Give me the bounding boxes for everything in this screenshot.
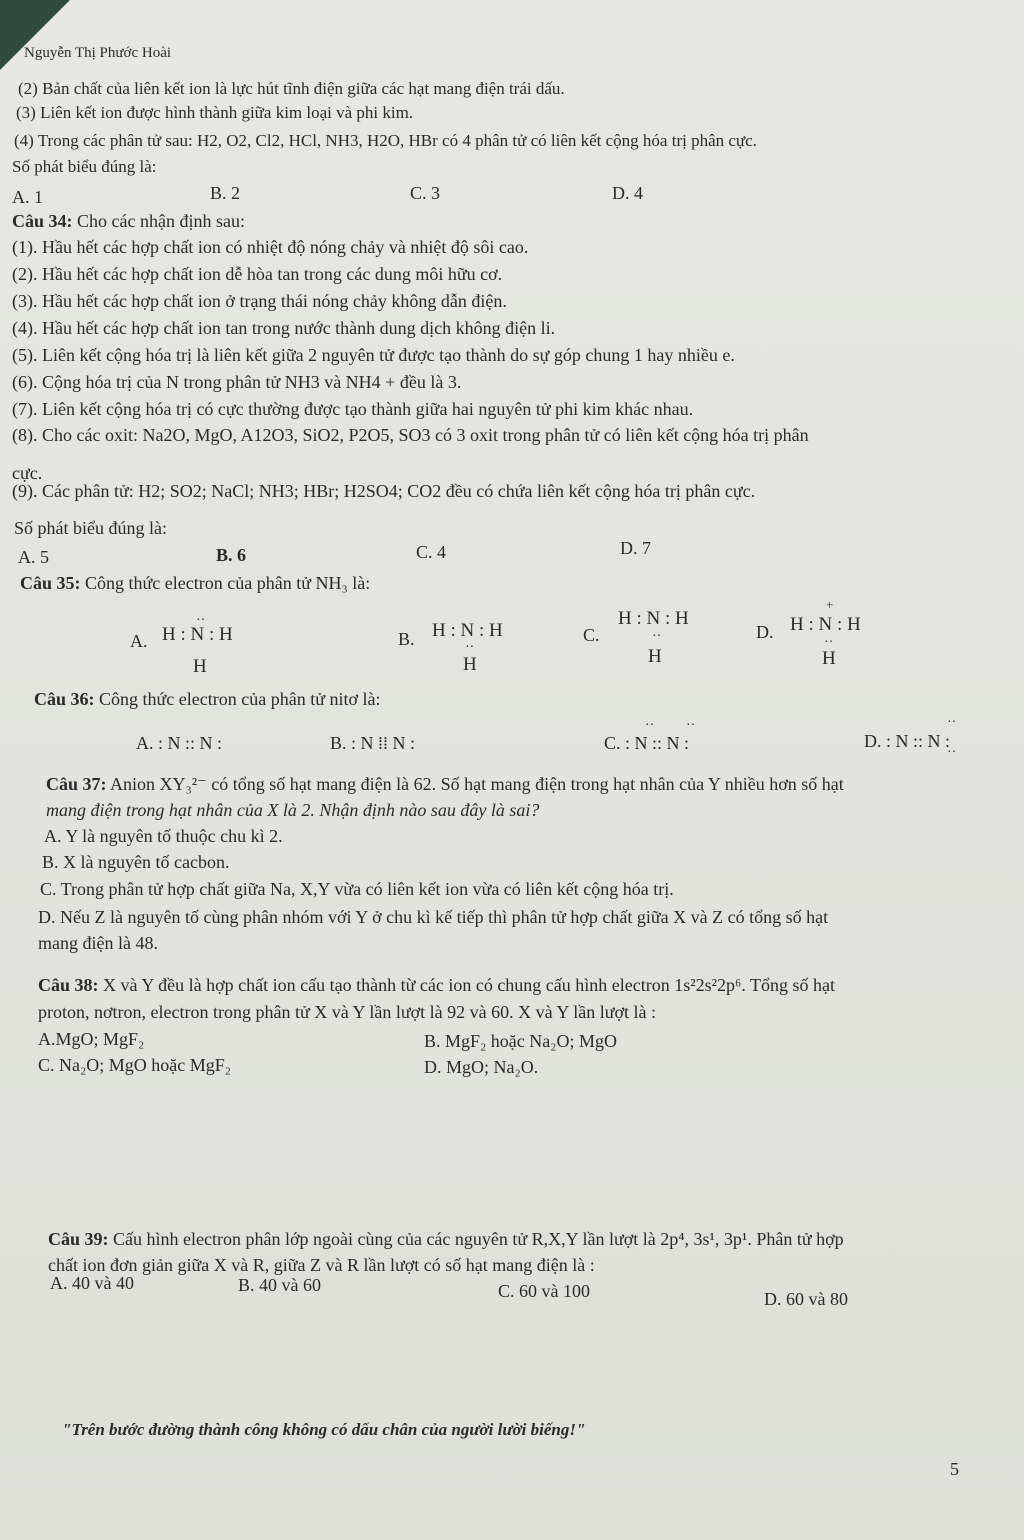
q34-option-c: C. 4 bbox=[416, 542, 447, 562]
q34-statement-7: (7). Liên kết cộng hóa trị có cực thường được tạo thành giữa hai nguyên tử phi kim khác nhau. bbox=[12, 399, 694, 419]
q35-option-d-charge: + bbox=[826, 597, 834, 612]
q36-heading bbox=[34, 688, 380, 710]
q33-statement-4: (4) Trong các phân tử sau: H2, O2, Cl2, HCl, NH3, H2O, HBr có 4 phân tử có liên kết cộng hóa trị phân cực. bbox=[14, 131, 757, 150]
q36-option-d-dots-bottom: ·· bbox=[947, 745, 957, 760]
q36-title: Câu 36: bbox=[34, 689, 95, 709]
q34-statement-4: (4). Hầu hết các hợp chất ion tan trong nước thành dung dịch không điện li. bbox=[12, 318, 556, 338]
q35-option-a-letter: A. bbox=[130, 631, 148, 651]
q37-option-b: B. X là nguyên tố cacbon. bbox=[42, 852, 230, 872]
q36-option-d-dots-top: ·· bbox=[947, 715, 957, 730]
q38-line-2: proton, nơtron, electron trong phân tử X và Y lần lượt là 92 và 60. X và Y lần lượt là : bbox=[38, 1002, 657, 1022]
q39-line-2: chất ion đơn giản giữa X và R, giữa Z và R lần lượt có số hạt mang điện là : bbox=[48, 1255, 595, 1275]
q34-statement-8: (8). Cho các oxit: Na2O, MgO, A12O3, SiO2, P2O5, SO3 có 3 oxit trong phân tử có liên kết cộng hóa trị phân bbox=[12, 425, 809, 445]
q35-option-c-letter: C. bbox=[583, 625, 600, 645]
q35-option-c-dots: ·· bbox=[652, 629, 662, 644]
q35-option-b-formula: H : N : H bbox=[432, 620, 503, 641]
q34-statement-1: (1). Hầu hết các hợp chất ion có nhiệt độ nóng chảy và nhiệt độ sôi cao. bbox=[12, 237, 529, 257]
q33-option-c: C. 3 bbox=[410, 183, 441, 203]
q35-option-a-bottom-h: H bbox=[193, 656, 207, 677]
q34-statement-5: (5). Liên kết cộng hóa trị là liên kết giữa 2 nguyên tử được tạo thành do sự góp chung 1 hay nhiều e. bbox=[12, 345, 735, 365]
q36-option-b: B. : N ⁞⁞ N : bbox=[330, 733, 416, 753]
q34-option-b: B. 6 bbox=[216, 545, 247, 565]
q34-intro: Cho các nhận định sau: bbox=[77, 211, 245, 231]
q37-title: Câu 37: bbox=[46, 774, 107, 794]
q35-option-b-letter: B. bbox=[398, 629, 415, 649]
q37-line-1 bbox=[46, 773, 844, 795]
q35-option-a-dots: ·· bbox=[196, 613, 206, 628]
q38-option-b: B. MgF₂ hoặc Na₂O; MgO bbox=[424, 1031, 618, 1051]
q35-heading bbox=[20, 572, 370, 594]
q35-option-a-formula: H : N : H bbox=[162, 624, 233, 645]
q35-option-d-letter: D. bbox=[756, 622, 774, 642]
q34-heading bbox=[12, 210, 245, 232]
q36-option-c: C. : N :: N : bbox=[604, 733, 690, 753]
q34-option-a: A. 5 bbox=[18, 547, 49, 567]
q39-option-a: A. 40 và 40 bbox=[50, 1273, 134, 1293]
q38-title: Câu 38: bbox=[38, 975, 99, 995]
q37-option-c: C. Trong phân tử hợp chất giữa Na, X,Y vừa có liên kết ion vừa có liên kết cộng hóa trị. bbox=[40, 879, 674, 899]
q37-option-d-cont: mang điện là 48. bbox=[38, 933, 158, 953]
q34-statement-2: (2). Hầu hết các hợp chất ion dễ hòa tan trong các dung môi hữu cơ. bbox=[12, 264, 503, 284]
footer-quote: "Trên bước đường thành công không có dấu chân của người lười biếng!" bbox=[62, 1420, 586, 1439]
q38-option-d: D. MgO; Na₂O. bbox=[424, 1057, 539, 1077]
q39-option-c: C. 60 và 100 bbox=[498, 1281, 590, 1301]
q33-statement-2: (2) Bản chất của liên kết ion là lực hút tĩnh điện giữa các hạt mang điện trái dấu. bbox=[18, 79, 565, 98]
q37-line-2: mang điện trong hạt nhân của X là 2. Nhận định nào sau đây là sai? bbox=[46, 800, 540, 820]
q35-text: Công thức electron của phân tử NH₃ là: bbox=[85, 573, 371, 593]
q38-option-a: A.MgO; MgF₂ bbox=[38, 1029, 145, 1049]
q38-line-1 bbox=[38, 974, 835, 996]
q35-option-b-bottom-h: H bbox=[463, 654, 477, 675]
q34-option-d: D. 7 bbox=[620, 538, 651, 558]
q36-option-d: D. : N :: N : bbox=[864, 731, 951, 751]
q35-option-d-dots: ·· bbox=[824, 635, 834, 650]
q34-prompt: Số phát biểu đúng là: bbox=[14, 518, 167, 538]
q35-option-d-bottom-h: H bbox=[822, 648, 836, 669]
q37-option-a: A. Y là nguyên tố thuộc chu kì 2. bbox=[44, 826, 283, 846]
q35-option-d-formula: H : N : H bbox=[790, 614, 861, 635]
q34-statement-9: (9). Các phân tử: H2; SO2; NaCl; NH3; HBr; H2SO4; CO2 đều có chứa liên kết cộng hóa trị phân cực. bbox=[12, 481, 756, 501]
q39-title: Câu 39: bbox=[48, 1229, 109, 1249]
q39-option-d: D. 60 và 80 bbox=[764, 1289, 848, 1309]
q37-text: Anion XY₃²⁻ có tổng số hạt mang điện là 62. Số hạt mang điện trong hạt nhân của Y nhiều hơn số hạt bbox=[110, 774, 844, 794]
q33-statement-3: (3) Liên kết ion được hình thành giữa kim loại và phi kim. bbox=[16, 103, 414, 122]
q38-text: X và Y đều là hợp chất ion cấu tạo thành từ các ion có chung cấu hình electron 1s²2s²2p⁶. Tổng số hạt bbox=[103, 975, 835, 995]
q34-title: Câu 34: bbox=[12, 211, 73, 231]
q36-text: Công thức electron của phân tử nitơ là: bbox=[99, 689, 381, 709]
q39-text: Cấu hình electron phân lớp ngoài cùng của các nguyên tử R,X,Y lần lượt là 2p⁴, 3s¹, 3p¹. Phân tử hợp bbox=[113, 1229, 844, 1249]
page-number: 5 bbox=[950, 1459, 959, 1479]
q38-option-c: C. Na₂O; MgO hoặc MgF₂ bbox=[38, 1055, 232, 1075]
q39-option-b: B. 40 và 60 bbox=[238, 1275, 321, 1295]
author-name: Nguyễn Thị Phước Hoài bbox=[24, 45, 172, 61]
q39-line-1 bbox=[48, 1228, 844, 1250]
q33-prompt: Số phát biểu đúng là: bbox=[12, 157, 157, 176]
q34-statement-3: (3). Hầu hết các hợp chất ion ở trạng thái nóng chảy không dẫn điện. bbox=[12, 291, 507, 311]
q35-title: Câu 35: bbox=[20, 573, 81, 593]
q36-option-c-dots-2: ·· bbox=[686, 718, 696, 733]
q36-option-c-dots-1: ·· bbox=[645, 718, 655, 733]
q37-option-d: D. Nếu Z là nguyên tố cùng phân nhóm với Y ở chu kì kế tiếp thì phân tử hợp chất giữa X và Z có tổng số hạt bbox=[38, 907, 829, 927]
q34-statement-8-cont: cực. bbox=[12, 463, 43, 483]
q33-option-a: A. 1 bbox=[12, 187, 43, 207]
q35-option-b-dots: ·· bbox=[465, 640, 475, 655]
q35-option-c-formula: H : N : H bbox=[618, 608, 689, 629]
q33-option-d: D. 4 bbox=[612, 183, 643, 203]
q35-option-c-bottom-h: H bbox=[648, 646, 662, 667]
q36-option-a: A. : N :: N : bbox=[136, 733, 223, 753]
q33-option-b: B. 2 bbox=[210, 183, 241, 203]
q34-statement-6: (6). Cộng hóa trị của N trong phân tử NH3 và NH4 + đều là 3. bbox=[12, 372, 462, 392]
